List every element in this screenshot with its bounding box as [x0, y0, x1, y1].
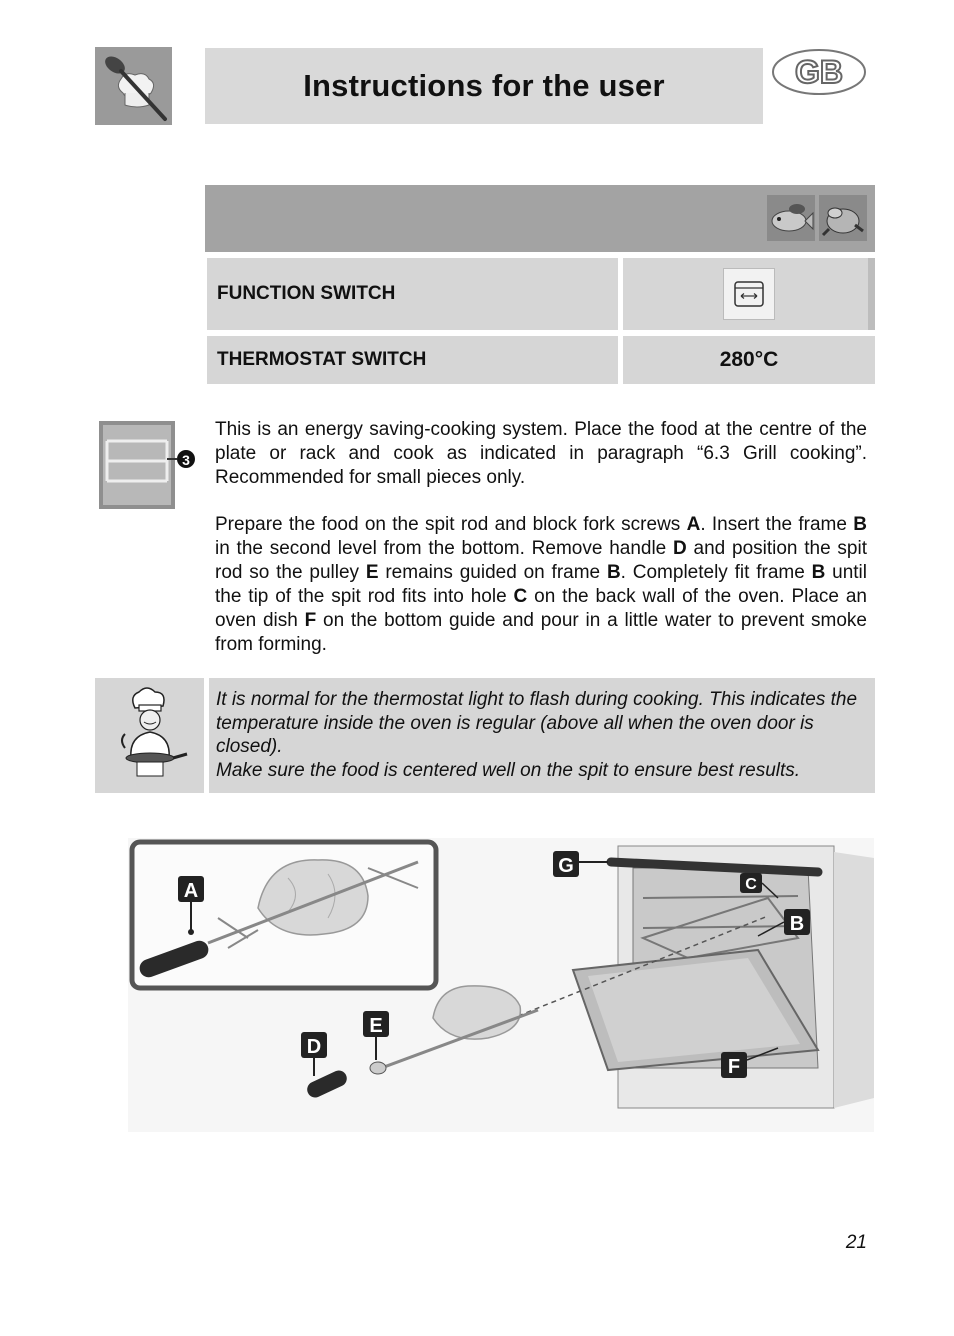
rotisserie-assembly-illustration	[128, 838, 874, 1132]
brand-logo	[95, 47, 172, 125]
language-badge	[771, 48, 867, 96]
thermostat-switch-label: THERMOSTAT SWITCH	[217, 349, 427, 370]
thermostat-value-cell	[623, 336, 875, 384]
svg-text:A: A	[183, 880, 199, 902]
svg-text:F: F	[727, 1056, 741, 1078]
note-text	[216, 688, 868, 782]
intro-paragraph: This is an energy saving-cooking system. Place the food at the centre of the plate or rack and cook as indicated in paragraph “6.3 Grill cooking”. Recommended for small pieces only.	[215, 419, 867, 488]
spoon-chef-hat-icon	[95, 47, 172, 125]
roast-chicken-icon	[819, 195, 867, 241]
ref-c: C	[513, 586, 528, 607]
thermostat-temperature: 280°C	[719, 348, 779, 371]
thermostat-label-cell	[207, 336, 618, 384]
note-line-2: Make sure the food is centered well on the spit to ensure best results.	[216, 759, 801, 781]
ref-b: B	[811, 562, 826, 583]
ref-d: D	[673, 538, 687, 559]
svg-text:D: D	[306, 1036, 322, 1058]
instructions-paragraph: Prepare the food on the spit rod and block fork screws A. Insert the frame B in the second level from the bottom. Remove handle D and position the spit rod so the pulley E remains guided on frame B. Completely fit frame B until the tip of the spit rod fits into hole C on the back wall of the oven. Place an oven dish F on the bottom guide and pour in a little water to prevent smoke from forming.	[215, 514, 867, 655]
svg-text:C: C	[745, 876, 757, 893]
rotisserie-function-icon	[723, 268, 775, 320]
fish-meat-icon	[767, 195, 815, 241]
ref-f: F	[304, 610, 317, 631]
function-switch-value-cell	[623, 258, 875, 330]
cell-edge	[868, 258, 875, 330]
function-header-band	[205, 185, 875, 252]
ref-b: B	[853, 514, 867, 535]
svg-text:E: E	[369, 1015, 383, 1037]
svg-text:B: B	[789, 913, 805, 935]
chef-icon	[95, 678, 204, 793]
function-switch-label-cell	[207, 258, 618, 330]
ref-a: A	[686, 514, 701, 535]
svg-text:G: G	[558, 855, 574, 877]
ref-b: B	[606, 562, 621, 583]
oven-rack-level-icon	[99, 419, 196, 511]
note-icon-box	[95, 678, 204, 793]
page-number: 21	[845, 1232, 867, 1253]
note-box	[209, 678, 875, 793]
language-badge-text: GB	[795, 54, 843, 90]
function-switch-label: FUNCTION SWITCH	[217, 283, 396, 304]
page-title: Instructions for the user	[303, 68, 665, 103]
title-bar	[205, 48, 763, 124]
rack-level-badge: 3	[182, 452, 190, 468]
ref-e: E	[365, 562, 379, 583]
note-line-1: It is normal for the thermostat light to flash during cooking. This indicates the temperature inside the oven is regular (above all when the oven door is closed).	[216, 689, 858, 757]
